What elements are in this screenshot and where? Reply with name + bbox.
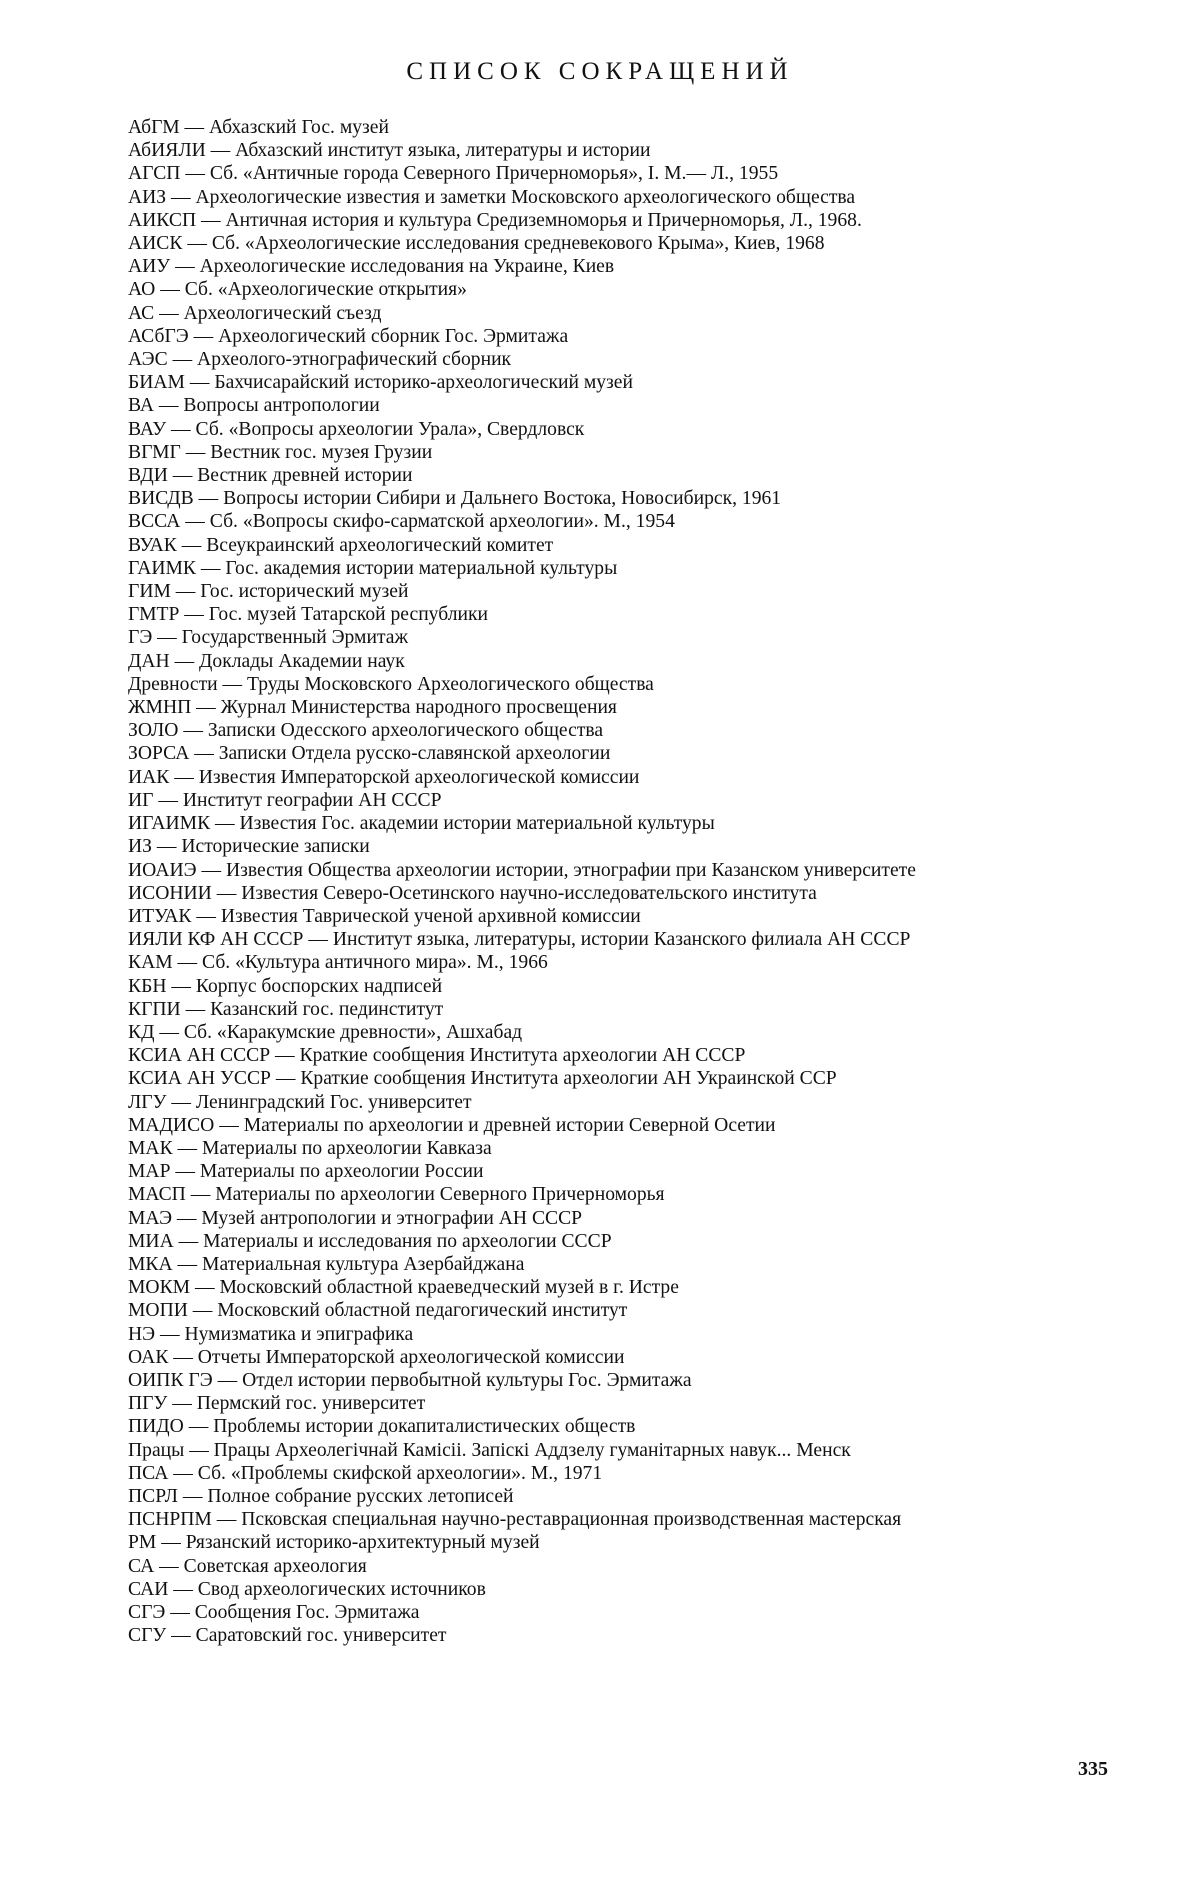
abbreviation-entry: ИТУАК — Известия Таврической ученой архивной комиссии (128, 905, 641, 927)
abbreviation-entry: КСИА АН СССР — Краткие сообщения Института археологии АН СССР (128, 1045, 746, 1067)
abbreviation-entry: ИГАИМК — Известия Гос. академии истории материальной культуры (128, 813, 715, 835)
abbreviation-entry: АИСК — Сб. «Археологические исследования средневекового Крыма», Киев, 1968 (128, 233, 825, 255)
abbreviation-entry: ИАК — Известия Императорской археологической комиссии (128, 766, 640, 788)
abbreviation-entry: ВССА — Сб. «Вопросы скифо-сарматской археологии». М., 1954 (128, 511, 675, 533)
abbreviation-entry: МАК — Материалы по археологии Кавказа (128, 1137, 492, 1159)
abbreviation-entry: КСИА АН УССР — Краткие сообщения Института археологии АН Украинской ССР (128, 1068, 837, 1090)
abbreviation-entry: КД — Сб. «Каракумские древности», Ашхабад (128, 1021, 523, 1043)
abbreviation-entry: АО — Сб. «Археологические открытия» (128, 279, 467, 301)
page-number: 335 (1078, 1758, 1108, 1780)
abbreviation-entry: ЖМНП — Журнал Министерства народного просвещения (128, 697, 617, 719)
abbreviation-entry: ЗОЛО — Записки Одесского археологического общества (128, 720, 604, 742)
abbreviation-entry: АС — Археологический съезд (128, 302, 382, 324)
abbreviation-entry: СА — Советская археология (128, 1555, 367, 1577)
abbreviation-entry: ВГМГ — Вестник гос. музея Грузии (128, 441, 433, 463)
abbreviation-entry: ВУАК — Всеукраинский археологический комитет (128, 534, 554, 556)
abbreviation-entry: АбИЯЛИ — Абхазский институт языка, литературы и истории (128, 140, 651, 162)
abbreviation-entry: ДАН — Доклады Академии наук (128, 650, 405, 672)
abbreviation-entry: ВДИ — Вестник древней истории (128, 465, 413, 487)
abbreviation-entry: МАДИСО — Материалы по археологии и древней истории Северной Осетии (128, 1114, 776, 1136)
abbreviation-entry: ПСА — Сб. «Проблемы скифской археологии». М., 1971 (128, 1462, 603, 1484)
abbreviation-entry: МОПИ — Московский областной педагогический институт (128, 1300, 628, 1322)
abbreviation-entry: ИГ — Институт географии АН СССР (128, 789, 442, 811)
abbreviation-entry: Древности — Труды Московского Археологического общества (128, 673, 654, 695)
abbreviation-entry: САИ — Свод археологических источников (128, 1578, 486, 1600)
abbreviation-entry: МАСП — Материалы по археологии Северного Причерноморья (128, 1184, 665, 1206)
abbreviation-entry: МОКМ — Московский областной краеведческий музей в г. Истре (128, 1277, 679, 1299)
abbreviation-list (128, 116, 1108, 1647)
abbreviation-entry: ИСОНИИ — Известия Северо-Осетинского научно-исследовательского института (128, 882, 817, 904)
abbreviation-entry: АИКСП — Античная история и культура Средиземноморья и Причерноморья, Л., 1968. (128, 209, 862, 231)
page-title: СПИСОК СОКРАЩЕНИЙ (406, 58, 794, 85)
abbreviation-entry: КБН — Корпус боспорских надписей (128, 975, 443, 997)
abbreviation-entry: ВАУ — Сб. «Вопросы археологии Урала», Свердловск (128, 418, 585, 440)
abbreviation-entry: АИУ — Археологические исследования на Украине, Киев (128, 256, 615, 278)
abbreviation-entry: АГСП — Сб. «Античные города Северного Причерноморья», I. М.— Л., 1955 (128, 163, 779, 185)
abbreviation-entry: МИА — Материалы и исследования по археологии СССР (128, 1230, 612, 1252)
abbreviation-entry: Працы — Працы Археолегічнай Камісіі. Запіскі Аддзелу гуманітарных навук... Менск (128, 1439, 851, 1461)
abbreviation-entry: ГАИМК — Гос. академия истории материальной культуры (128, 557, 618, 579)
abbreviation-entry: МКА — Материальная культура Азербайджана (128, 1253, 525, 1275)
abbreviation-entry: ПГУ — Пермский гос. университет (128, 1393, 426, 1415)
abbreviation-entry: БИАМ — Бахчисарайский историко-археологический музей (128, 372, 633, 394)
abbreviation-entry: ГЭ — Государственный Эрмитаж (128, 627, 408, 649)
abbreviation-entry: СГЭ — Сообщения Гос. Эрмитажа (128, 1602, 420, 1623)
abbreviation-entry: АИЗ — Археологические известия и заметки Московского археологического общества (128, 186, 856, 208)
abbreviation-entry: КГПИ — Казанский гос. пединститут (128, 998, 444, 1020)
abbreviation-entry: ВИСДВ — Вопросы истории Сибири и Дальнего Востока, Новосибирск, 1961 (128, 488, 782, 510)
abbreviation-entry: ЛГУ — Ленинградский Гос. университет (128, 1091, 472, 1113)
abbreviation-entry: ИЯЛИ КФ АН СССР — Институт языка, литературы, истории Казанского филиала АН СССР (128, 929, 911, 951)
abbreviation-entry: ЗОРСА — Записки Отдела русско-славянской археологии (128, 743, 611, 765)
abbreviation-entry: ПСНРПМ — Псковская специальная научно-реставрационная производственная мастерская (128, 1509, 902, 1531)
abbreviation-entry: МАР — Материалы по археологии России (128, 1161, 484, 1183)
abbreviation-entry: ИЗ — Исторические записки (128, 836, 370, 858)
abbreviation-entry: ИОАИЭ — Известия Общества археологии истории, этнографии при Казанском университете (128, 859, 916, 881)
abbreviation-entry: ГМТР — Гос. музей Татарской республики (128, 604, 488, 626)
abbreviation-entry: ПИДО — Проблемы истории докапиталистических обществ (128, 1416, 636, 1438)
abbreviation-entry: ВА — Вопросы антропологии (128, 395, 380, 417)
abbreviation-entry: ОИПК ГЭ — Отдел истории первобытной культуры Гос. Эрмитажа (128, 1369, 692, 1391)
abbreviation-entry: АЭС — Археолого-этнографический сборник (128, 349, 512, 371)
abbreviation-entry: МАЭ — Музей антропологии и этнографии АН СССР (128, 1207, 583, 1229)
abbreviation-entry: ОАК — Отчеты Императорской археологической комиссии (128, 1346, 625, 1368)
abbreviation-entry: КАМ — Сб. «Культура античного мира». М., 1966 (128, 952, 548, 974)
abbreviation-entry: СГУ — Саратовский гос. университет (128, 1625, 447, 1647)
abbreviation-entry: РМ — Рязанский историко-архитектурный музей (128, 1532, 540, 1554)
abbreviation-entry: ГИМ — Гос. исторический музей (128, 581, 409, 603)
abbreviation-entry: ПСРЛ — Полное собрание русских летописей (128, 1485, 514, 1507)
abbreviation-entry: АбГМ — Абхазский Гос. музей (128, 117, 389, 138)
abbreviation-entry: НЭ — Нумизматика и эпиграфика (128, 1323, 414, 1345)
abbreviation-entry: АСбГЭ — Археологический сборник Гос. Эрмитажа (128, 325, 569, 347)
